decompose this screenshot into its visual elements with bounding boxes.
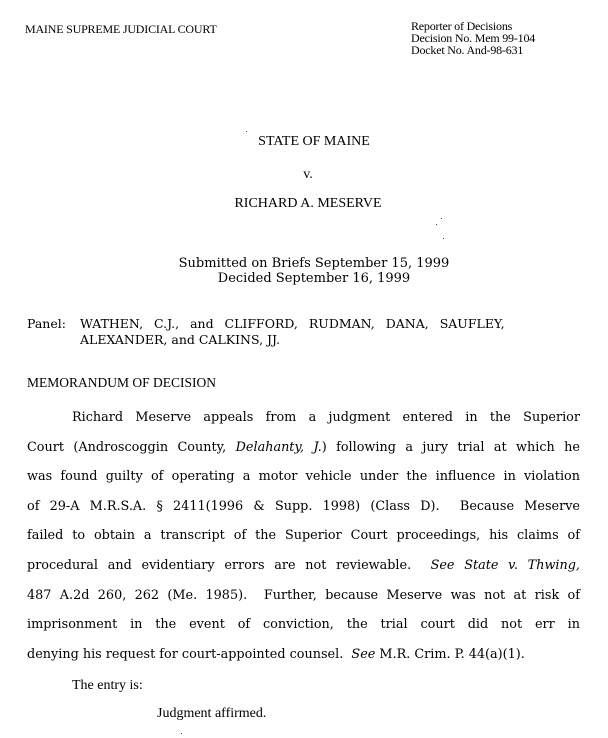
judge-name: Delahanty, J. [235,439,322,455]
memorandum-heading: MEMORANDUM OF DECISION [27,375,217,390]
decision-body [27,403,580,669]
panel-block [27,316,505,348]
reporter-block [411,20,535,56]
body-line [27,551,580,581]
panel-judges-line2: ALEXANDER, and CALKINS, JJ. [80,332,281,347]
body-line [27,640,580,670]
caption-plaintiff: STATE OF MAINE [258,134,370,149]
body-line: 487 A.2d 260, 262 (Me. 1985). Further, because Meserve was not at risk of [27,587,580,603]
scan-speck [443,238,444,239]
scan-speck [441,218,442,219]
docket-number: Docket No. And-98-631 [411,43,524,57]
body-line [27,433,580,463]
body-text-segment: denying his request for court-appointed counsel. [27,646,352,662]
judgment-text: Judgment affirmed. [157,706,267,721]
submitted-date: Submitted on Briefs September 15, 1999 [178,256,450,271]
body-text-segment: procedural and evidentiary errors are not reviewable. [27,557,431,573]
body-line: Richard Meserve appeals from a judgment entered in the Superior [72,410,580,425]
panel-judges-line1: WATHEN, C.J., and CLIFFORD, RUDMAN, DANA, SAUFLEY, [80,316,505,331]
body-line: was found guilty of operating a motor vehicle under the influence in violation [27,469,580,485]
caption-defendant: RICHARD A. MESERVE [234,196,382,211]
body-line: failed to obtain a transcript of the Superior Court proceedings, his claims of [27,528,580,544]
court-name: MAINE SUPREME JUDICIAL COURT [25,22,217,36]
reporter-label: Reporter of Decisions [411,19,513,33]
rule-citation: M.R. Crim. P. 44(a)(1). [375,646,525,662]
scan-speck [436,224,437,225]
decision-number: Decision No. Mem 99-104 [411,31,536,45]
body-text-segment: Court (Androscoggin County, [27,439,236,455]
caption-versus: v. [303,167,313,182]
entry-label: The entry is: [72,678,143,693]
signal-see: See [351,646,376,662]
decided-date: Decided September 16, 1999 [217,271,411,286]
case-citation: See State v. Thwing, [430,557,580,573]
body-text-segment: ) following a jury trial at which he [321,439,580,455]
body-line: imprisonment in the event of conviction, the trial court did not err in [27,617,580,633]
panel-label: Panel: [27,316,66,331]
dates-block [10,256,608,286]
body-line: of 29-A M.R.S.A. § 2411(1996 & Supp. 1998) (Class D). Because Meserve [27,498,580,514]
scan-speck [246,131,247,132]
scan-speck [181,733,182,734]
